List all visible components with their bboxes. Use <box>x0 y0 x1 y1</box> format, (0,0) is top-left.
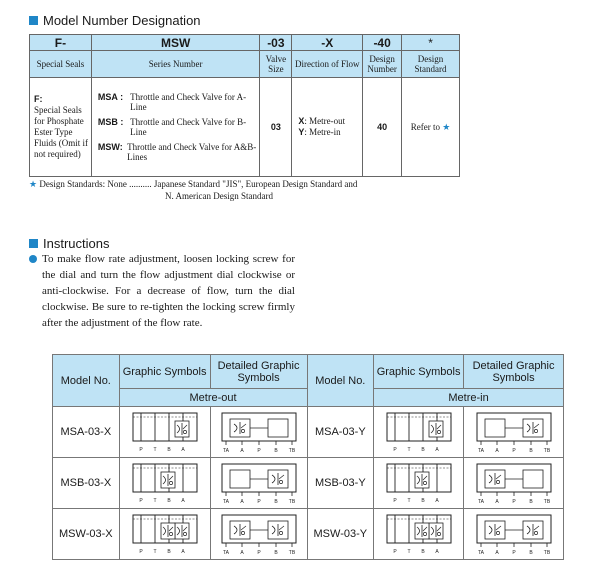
code-size: -03 <box>260 35 292 51</box>
star-icon: ★ <box>442 121 451 132</box>
table-row <box>53 458 564 509</box>
svg-text:TB: TB <box>543 447 550 453</box>
code-design-standard: * <box>402 35 460 51</box>
seals-code: F: <box>34 94 43 104</box>
svg-text:A: A <box>239 447 244 453</box>
header-model-right: Model No. <box>307 355 374 407</box>
svg-text:A: A <box>494 498 499 504</box>
subhead-design-number: Design Number <box>363 51 402 78</box>
svg-text:T: T <box>153 446 157 453</box>
header-detailed-left: Detailed Graphic Symbols <box>210 355 307 389</box>
svg-text:P: P <box>392 497 397 504</box>
graphic-symbol-icon <box>119 509 210 560</box>
series-cell <box>91 78 260 177</box>
svg-text:A: A <box>180 446 185 453</box>
subhead-direction: Direction of Flow <box>292 51 363 78</box>
svg-text:P: P <box>511 447 516 453</box>
subhead-series: Series Number <box>91 51 260 78</box>
svg-text:A: A <box>434 446 439 453</box>
code-seals: F- <box>30 35 92 51</box>
svg-text:A: A <box>180 497 185 504</box>
group-metre-out: Metre-out <box>119 389 307 407</box>
code-series: MSW <box>91 35 260 51</box>
section-title: Instructions <box>43 236 110 251</box>
svg-text:P: P <box>256 498 261 504</box>
detailed-symbol-icon <box>464 509 564 560</box>
svg-text:B: B <box>166 446 171 453</box>
svg-text:TA: TA <box>222 447 229 453</box>
model-number: MSW-03-X <box>53 509 120 560</box>
series-option: MSW: Throttle and Check Valve for A&B-Lines <box>97 142 257 162</box>
svg-text:B: B <box>528 549 533 555</box>
instructions-text: To make flow rate adjustment, loosen locking screw for the dial and turn the flow adjustment dial clockwise or anti-clockwise. For a decrease of flow, turn the dial clockwise. Be sure to re-tighten the locking screw firmly after the adjustment of the flow rate. <box>42 253 295 329</box>
svg-text:B: B <box>420 548 425 555</box>
section-heading-model-number <box>29 13 201 28</box>
model-number-table <box>29 34 460 177</box>
header-detailed-right: Detailed Graphic Symbols <box>464 355 564 389</box>
svg-text:TA: TA <box>222 498 229 504</box>
graphic-symbols-table <box>52 354 564 560</box>
header-graphic-left: Graphic Symbols <box>119 355 210 389</box>
svg-text:T: T <box>153 497 157 504</box>
detailed-symbol-icon <box>210 509 307 560</box>
design-standards-footnote: ★ Design Standards: None .......... Japanese Standard "JIS", European Design Standard and N. American Design Standard <box>29 179 358 201</box>
graphic-symbol-icon <box>374 407 464 458</box>
svg-text:TA: TA <box>477 498 484 504</box>
model-number: MSA-03-X <box>53 407 120 458</box>
detailed-symbol-icon <box>210 407 307 458</box>
svg-text:T: T <box>153 548 157 555</box>
table-row <box>53 407 564 458</box>
svg-text:P: P <box>138 446 143 453</box>
svg-text:A: A <box>494 447 499 453</box>
detailed-symbol-icon <box>464 407 564 458</box>
svg-text:P: P <box>138 548 143 555</box>
svg-text:TA: TA <box>477 549 484 555</box>
svg-text:B: B <box>420 497 425 504</box>
svg-text:A: A <box>434 548 439 555</box>
model-number: MSB-03-X <box>53 458 120 509</box>
model-number: MSA-03-Y <box>307 407 374 458</box>
svg-text:B: B <box>420 446 425 453</box>
graphic-symbol-icon <box>374 458 464 509</box>
svg-text:B: B <box>528 447 533 453</box>
model-number: MSW-03-Y <box>307 509 374 560</box>
detailed-symbol-icon <box>210 458 307 509</box>
header-graphic-right: Graphic Symbols <box>374 355 464 389</box>
svg-text:P: P <box>392 446 397 453</box>
header-model-left: Model No. <box>53 355 120 407</box>
svg-text:B: B <box>166 548 171 555</box>
table-row <box>53 509 564 560</box>
seals-cell <box>30 78 92 177</box>
svg-text:TB: TB <box>288 498 295 504</box>
svg-text:TA: TA <box>477 447 484 453</box>
svg-text:B: B <box>528 498 533 504</box>
svg-text:A: A <box>434 497 439 504</box>
svg-text:P: P <box>256 549 261 555</box>
svg-text:A: A <box>494 549 499 555</box>
size-cell: 03 <box>260 78 292 177</box>
star-icon: ★ <box>29 179 38 189</box>
svg-text:P: P <box>511 549 516 555</box>
svg-text:P: P <box>138 497 143 504</box>
graphic-symbol-icon <box>374 509 464 560</box>
section-title: Model Number Designation <box>43 13 201 28</box>
svg-text:P: P <box>511 498 516 504</box>
group-metre-in: Metre-in <box>374 389 564 407</box>
svg-text:A: A <box>239 549 244 555</box>
code-direction: -X <box>292 35 363 51</box>
svg-text:P: P <box>392 548 397 555</box>
svg-text:A: A <box>239 498 244 504</box>
svg-text:T: T <box>407 548 411 555</box>
svg-text:T: T <box>407 446 411 453</box>
bullet-icon <box>29 255 37 263</box>
subhead-size: Valve Size <box>260 51 292 78</box>
subhead-design-standard: Design Standard <box>402 51 460 78</box>
direction-cell: X: Metre-out Y: Metre-in <box>292 78 363 177</box>
section-square-icon <box>29 16 38 25</box>
subhead-seals: Special Seals <box>30 51 92 78</box>
svg-text:TB: TB <box>543 549 550 555</box>
series-option: MSB : Throttle and Check Valve for B-Line <box>97 117 247 137</box>
section-square-icon <box>29 239 38 248</box>
svg-text:TB: TB <box>288 447 295 453</box>
standard-cell: Refer to ★ <box>402 78 460 177</box>
section-heading-instructions <box>29 236 109 251</box>
svg-text:B: B <box>166 497 171 504</box>
seals-desc: Special Seals for Phosphate Ester Type Fluids (Omit if not required) <box>34 105 89 159</box>
svg-text:TB: TB <box>288 549 295 555</box>
graphic-symbol-icon <box>119 407 210 458</box>
model-number: MSB-03-Y <box>307 458 374 509</box>
detailed-symbol-icon <box>464 458 564 509</box>
svg-text:A: A <box>180 548 185 555</box>
svg-text:P: P <box>256 447 261 453</box>
svg-text:TA: TA <box>222 549 229 555</box>
design-number-cell: 40 <box>363 78 402 177</box>
graphic-symbol-icon <box>119 458 210 509</box>
svg-text:B: B <box>273 498 278 504</box>
svg-text:T: T <box>407 497 411 504</box>
series-option: MSA : Throttle and Check Valve for A-Line <box>97 92 247 112</box>
code-design-number: -40 <box>363 35 402 51</box>
svg-text:B: B <box>273 447 278 453</box>
svg-text:TB: TB <box>543 498 550 504</box>
svg-text:B: B <box>273 549 278 555</box>
